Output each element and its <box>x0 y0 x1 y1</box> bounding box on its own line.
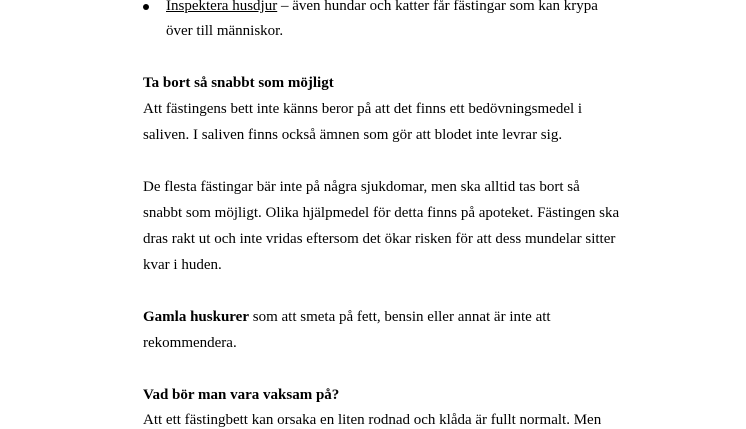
paragraph-line: snabbt som möjligt. Olika hjälpmedel för detta finns på apoteket. Fästingen ska <box>143 205 620 221</box>
section-heading-vigilance: Vad bör man vara vaksam på? <box>143 387 340 403</box>
paragraph-line: kvar i huden. <box>143 257 222 273</box>
bullet-line-1 <box>166 0 598 15</box>
paragraph-line: dras rakt ut och inte vridas eftersom det ökar risken för att dess mundelar sitter <box>143 231 616 247</box>
paragraph-line: rekommendera. <box>143 335 237 351</box>
bullet-text: – även hundar och katter får fästingar som kan krypa <box>277 0 598 14</box>
huskurer-paragraph-line-1 <box>143 308 551 326</box>
bullet-dot <box>143 4 149 10</box>
paragraph-line: De flesta fästingar bär inte på några sjukdomar, men ska alltid tas bort så <box>143 179 580 195</box>
section-heading-remove: Ta bort så snabbt som möjligt <box>143 75 334 91</box>
inspektera-husdjur-link[interactable]: Inspektera husdjur <box>166 0 278 14</box>
bullet-line-2: över till människor. <box>166 23 284 39</box>
paragraph-line: Att fästingens bett inte känns beror på att det finns ett bedövningsmedel i <box>143 101 583 117</box>
huskurer-text: som att smeta på fett, bensin eller annat är inte att <box>249 309 551 325</box>
paragraph-line: Att ett fästingbett kan orsaka en liten rodnad och klåda är fullt normalt. Men <box>143 412 602 428</box>
huskurer-bold-lead: Gamla huskurer <box>143 309 249 325</box>
paragraph-line: saliven. I saliven finns också ämnen som gör att blodet inte levrar sig. <box>143 127 563 143</box>
